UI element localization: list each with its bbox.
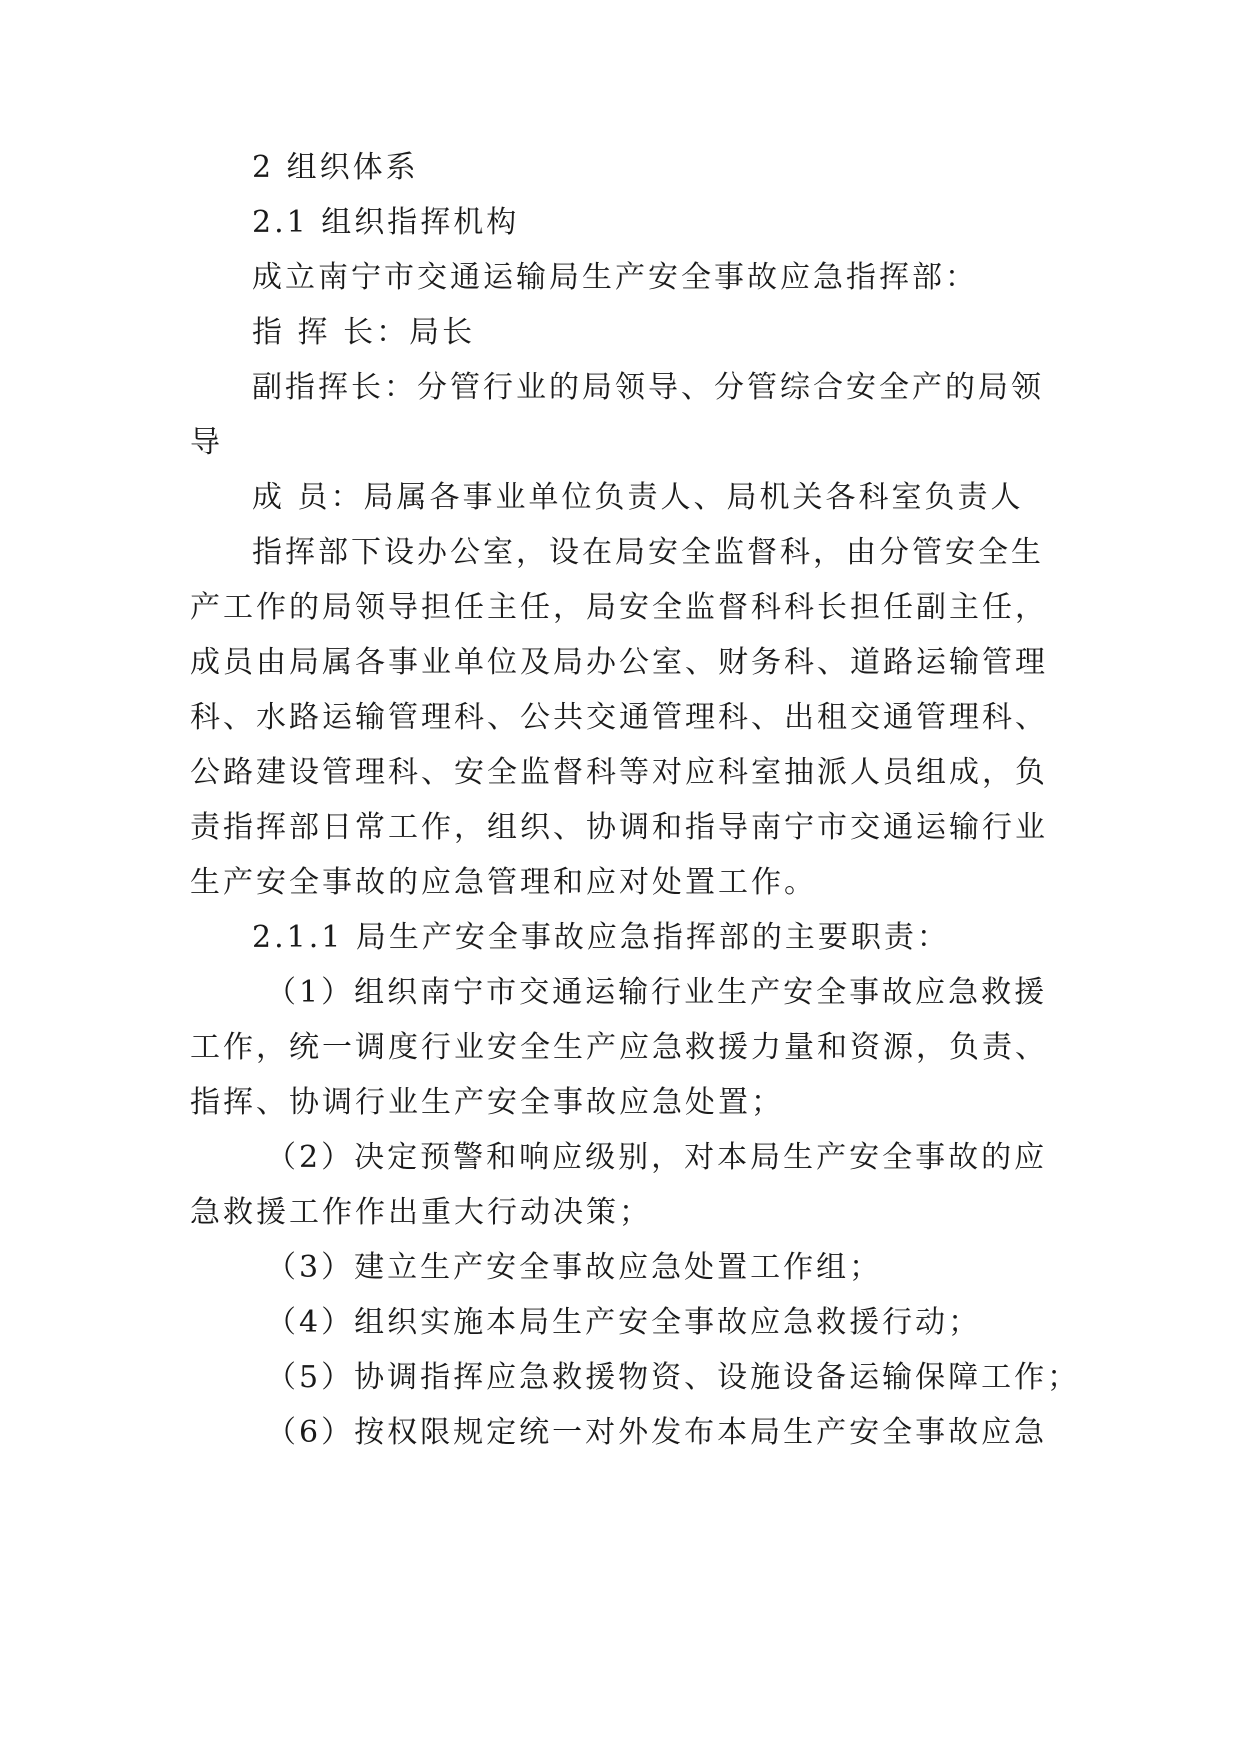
- paragraph-line: 急救援工作作出重大行动决策；: [190, 1195, 652, 1230]
- paragraph-line: 导: [190, 425, 223, 460]
- paragraph-line: 生产安全事故的应急管理和应对处置工作。: [190, 865, 817, 900]
- paragraph-line: 工作，统一调度行业安全生产应急救援力量和资源，负责、: [190, 1030, 1048, 1065]
- list-item: （4）组织实施本局生产安全事故应急救援行动；: [266, 1305, 982, 1340]
- subsection-heading: 2.1 组织指挥机构: [252, 205, 520, 240]
- paragraph-line: 成 员：局属各事业单位负责人、局机关各科室负责人: [252, 480, 1024, 515]
- subsection-heading: 2.1.1 局生产安全事故应急指挥部的主要职责：: [252, 920, 950, 955]
- paragraph-line: 指挥部下设办公室，设在局安全监督科，由分管安全生: [252, 535, 1044, 570]
- list-item: （5）协调指挥应急救援物资、设施设备运输保障工作；: [266, 1360, 1081, 1395]
- paragraph-line: 责指挥部日常工作，组织、协调和指导南宁市交通运输行业: [190, 810, 1048, 845]
- list-item: （1）组织南宁市交通运输行业生产安全事故应急救援: [266, 975, 1048, 1010]
- paragraph-line: 科、水路运输管理科、公共交通管理科、出租交通管理科、: [190, 700, 1048, 735]
- paragraph-line: 指挥、协调行业生产安全事故应急处置；: [190, 1085, 784, 1120]
- section-heading: 2 组织体系: [252, 150, 419, 185]
- paragraph-line: 副指挥长：分管行业的局领导、分管综合安全产的局领: [252, 370, 1044, 405]
- paragraph-line: 公路建设管理科、安全监督科等对应科室抽派人员组成，负: [190, 755, 1048, 790]
- paragraph-line: 成立南宁市交通运输局生产安全事故应急指挥部：: [252, 260, 978, 295]
- paragraph-line: 产工作的局领导担任主任，局安全监督科科长担任副主任，: [190, 590, 1048, 625]
- list-item: （6）按权限规定统一对外发布本局生产安全事故应急: [266, 1415, 1048, 1450]
- paragraph-line: 指 挥 长：局长: [252, 315, 476, 350]
- list-item: （3）建立生产安全事故应急处置工作组；: [266, 1250, 883, 1285]
- list-item: （2）决定预警和响应级别，对本局生产安全事故的应: [266, 1140, 1048, 1175]
- paragraph-line: 成员由局属各事业单位及局办公室、财务科、道路运输管理: [190, 645, 1048, 680]
